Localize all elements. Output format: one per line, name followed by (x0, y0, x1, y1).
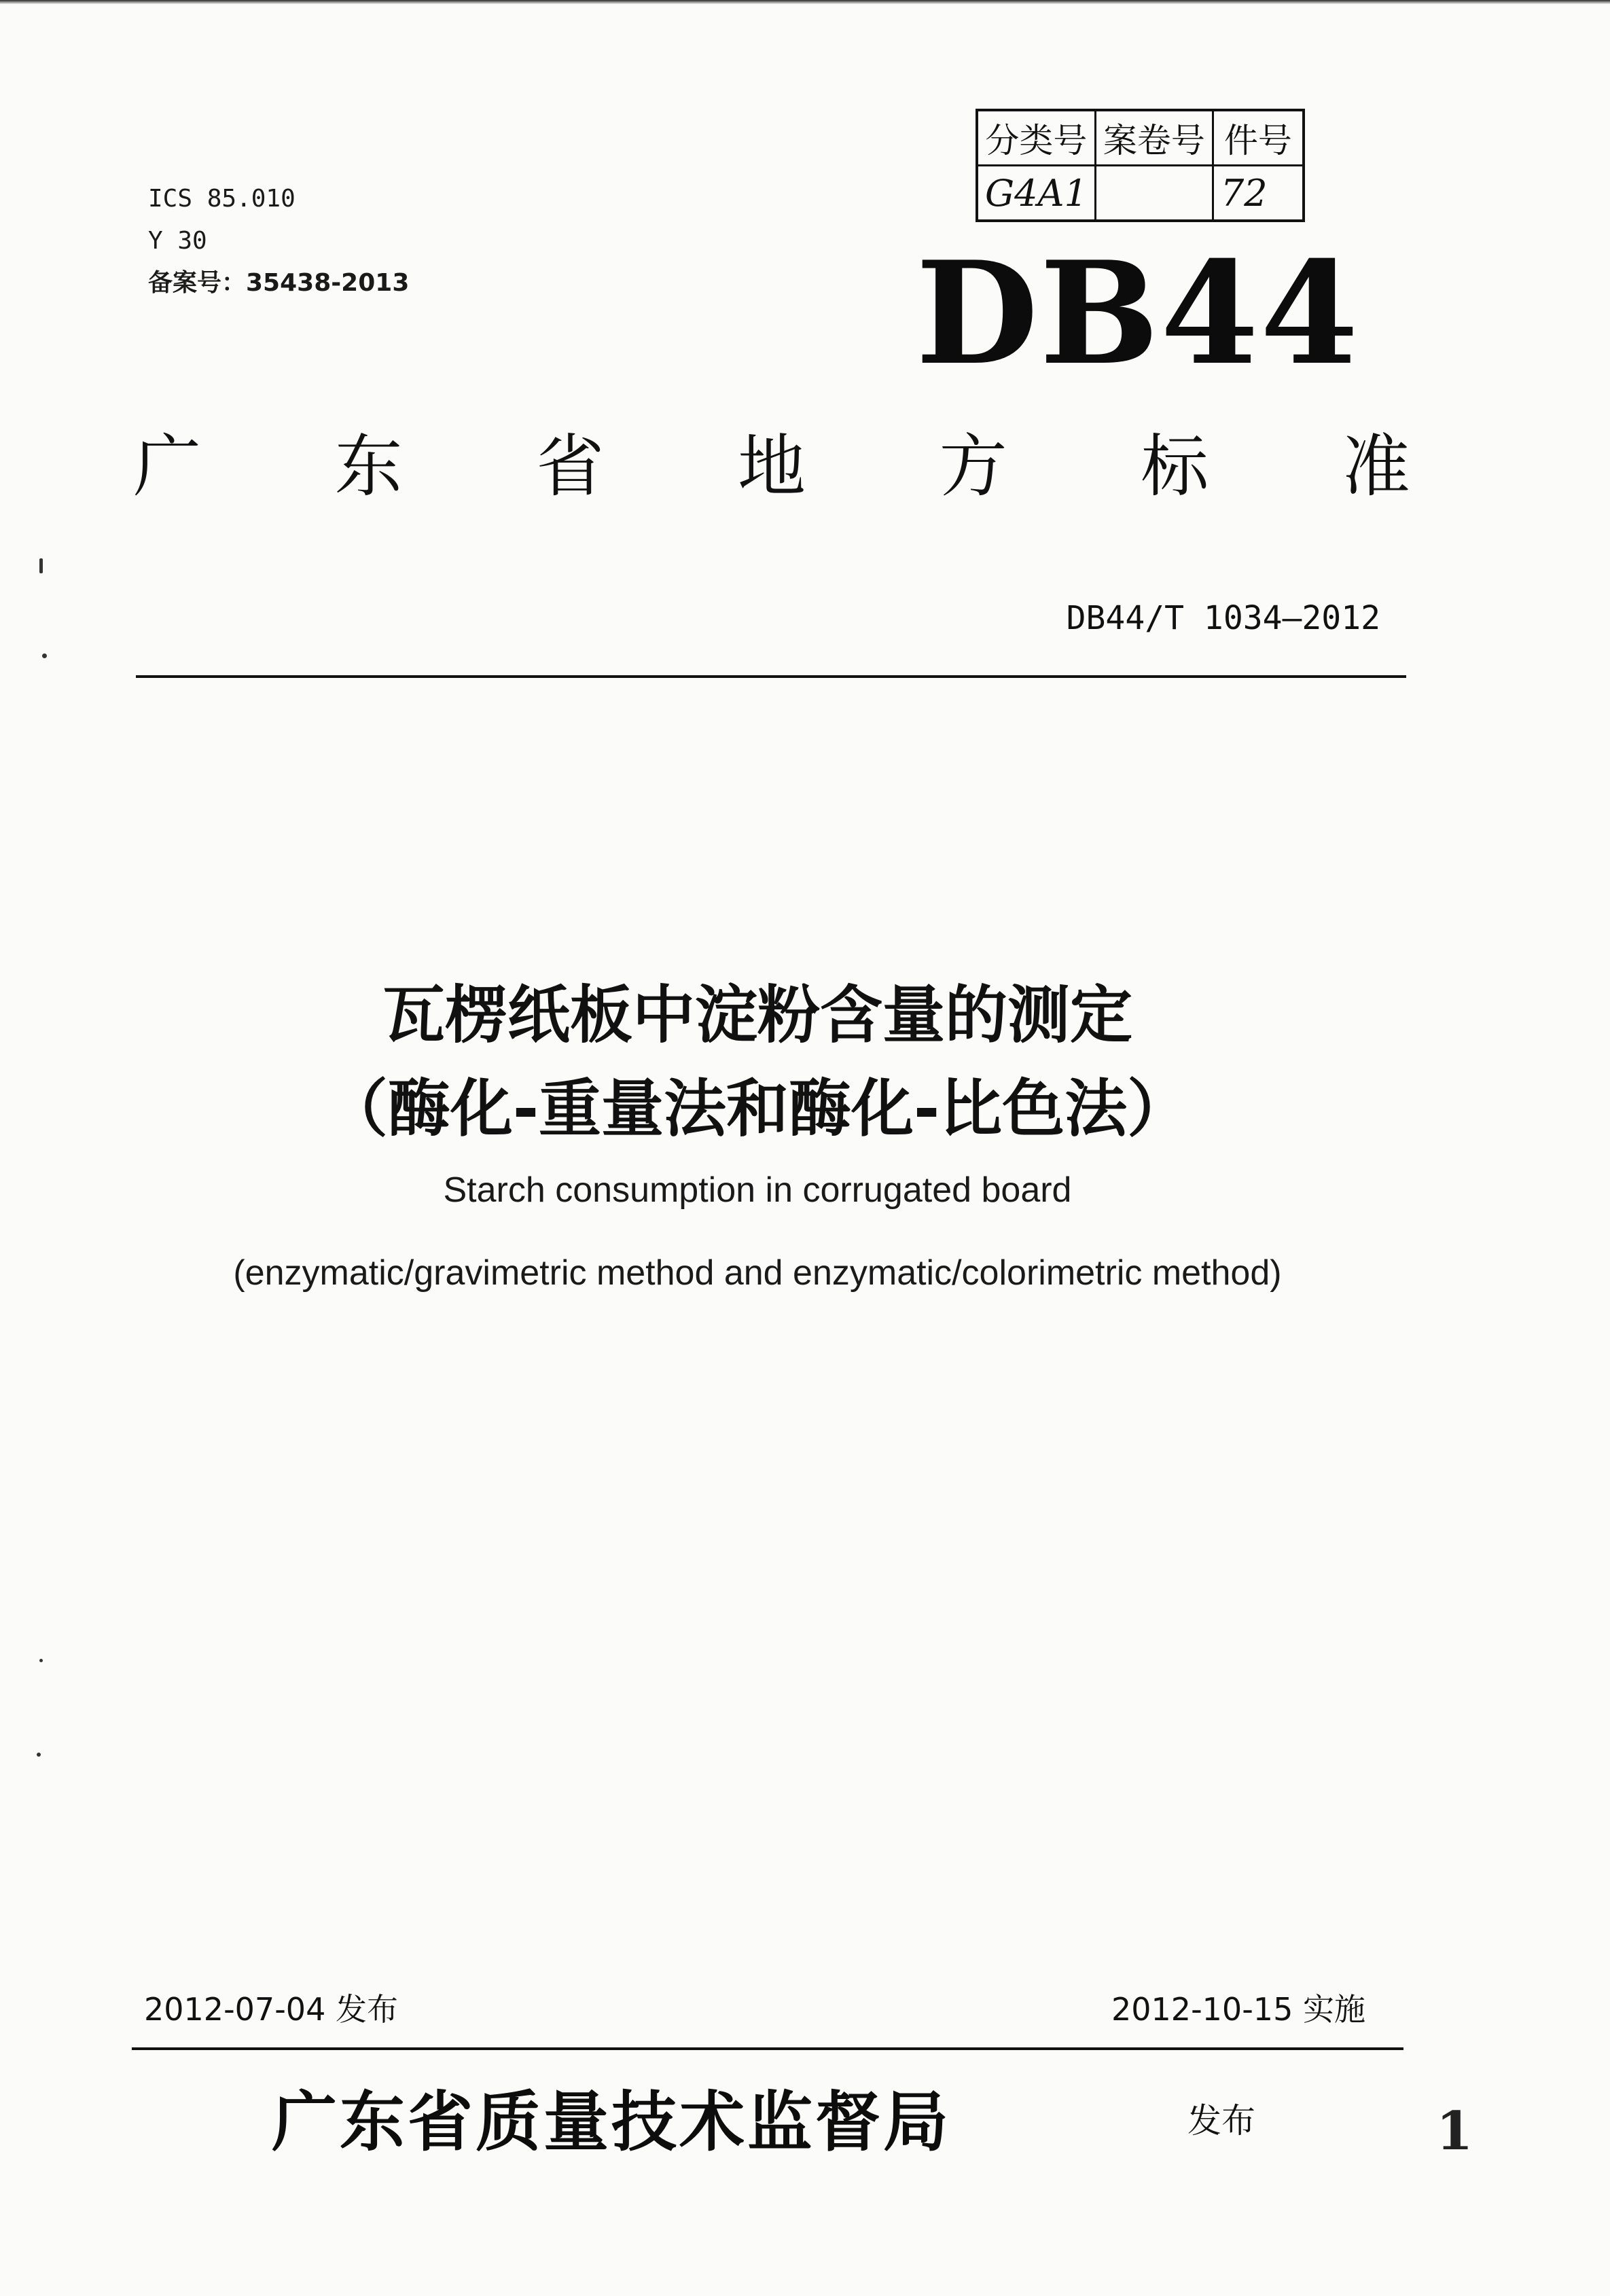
ccs-code: Y 30 (148, 227, 207, 255)
footer-divider (132, 2047, 1403, 2050)
ics-code: ICS 85.010 (148, 185, 296, 213)
archive-table-header-row (977, 110, 1304, 166)
scan-top-edge (0, 0, 1610, 4)
title-english-line2: (enzymatic/gravimetric method and enzymatic/colorimetric method) (233, 1253, 1282, 1293)
page-number: 1 (1436, 2100, 1473, 2162)
standard-type-char: 省 (536, 427, 605, 506)
archive-table-value-row (977, 166, 1304, 221)
title-chinese-line2: （酶化-重量法和酶化-比色法） (325, 1073, 1190, 1145)
archive-value-item: 72 (1213, 166, 1304, 221)
archive-value-category: G4A1 (977, 166, 1095, 221)
issuing-authority: 广东省质量技术监督局 (272, 2083, 951, 2160)
scan-speck (37, 1753, 41, 1757)
standard-type-char: 准 (1342, 427, 1410, 506)
publish-date: 2012-07-04 发布 (144, 1991, 398, 2028)
scan-speck (42, 653, 47, 658)
archive-header-item: 件号 (1213, 110, 1304, 166)
standard-number: DB44/T 1034—2012 (1066, 599, 1380, 637)
header-divider (136, 675, 1406, 678)
standard-type-char: 标 (1141, 427, 1209, 506)
scan-speck (39, 1659, 43, 1662)
archive-header-category: 分类号 (977, 110, 1095, 166)
standard-type-heading (133, 429, 1410, 504)
standard-type-char: 广 (133, 427, 201, 506)
implement-date: 2012-10-15 实施 (1111, 1991, 1365, 2028)
archive-value-volume (1095, 166, 1213, 221)
archive-table (976, 109, 1305, 222)
record-number: 备案号：35438-2013 (148, 269, 410, 297)
issue-label: 发布 (1187, 2101, 1255, 2140)
classification-block (148, 178, 409, 304)
title-english-line1: Starch consumption in corrugated board (443, 1170, 1072, 1210)
standard-mark: DB44 (916, 231, 1360, 397)
archive-header-volume: 案卷号 (1095, 110, 1213, 166)
standard-type-char: 地 (737, 427, 806, 506)
standard-type-char: 方 (939, 427, 1007, 506)
title-chinese-line1: 瓦楞纸板中淀粉含量的测定 (382, 979, 1132, 1052)
scan-speck (39, 558, 43, 573)
standard-type-char: 东 (334, 427, 403, 506)
